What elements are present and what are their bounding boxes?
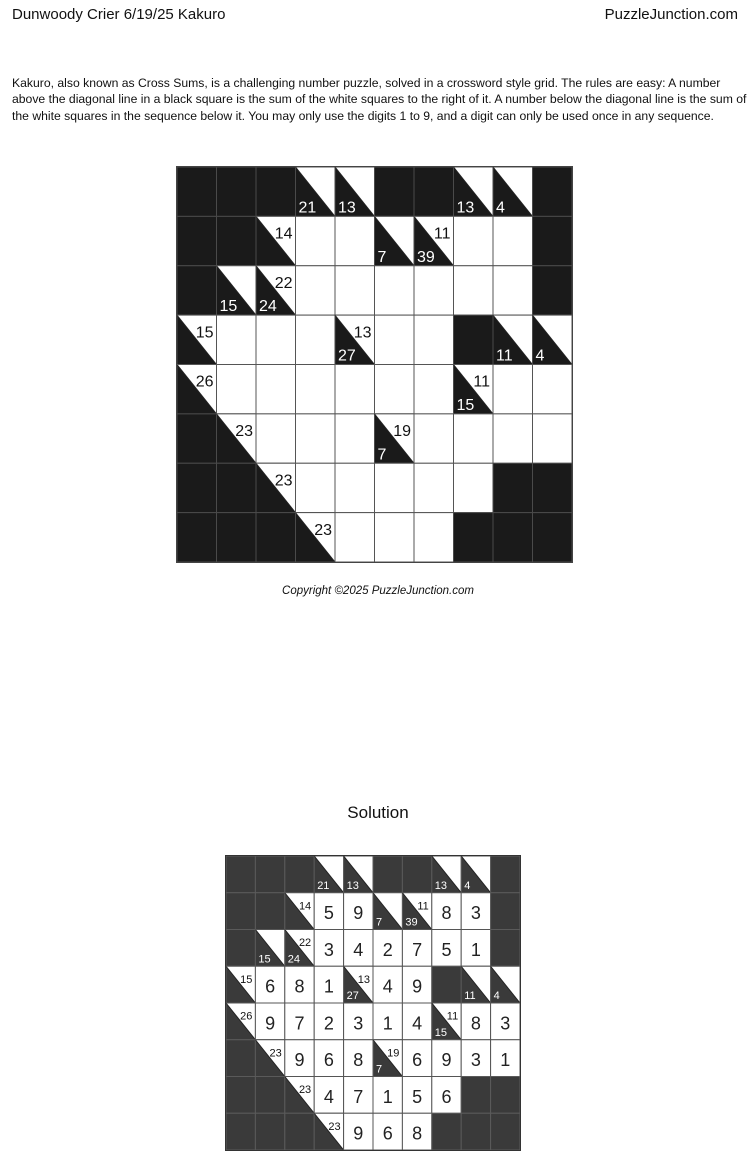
white-cell[interactable] [454,216,494,265]
clue-across-sum: 15 [195,324,214,342]
white-cell[interactable] [296,315,336,364]
black-cell [533,513,573,562]
clue-cell [285,893,314,930]
clue-cell [226,1003,255,1040]
black-cell [226,930,255,967]
white-cell[interactable] [335,513,375,562]
white-cell[interactable] [375,315,415,364]
black-cell [177,266,217,315]
white-cell[interactable] [217,315,257,364]
white-cell[interactable] [296,365,336,414]
white-cell[interactable] [454,266,494,315]
clue-cell [285,930,314,967]
solution-digit: 6 [323,1050,334,1071]
white-cell[interactable] [414,513,454,562]
solution-digit: 1 [382,1086,393,1107]
solution-digit: 3 [470,1050,481,1071]
black-cell [491,930,520,967]
clue-down-sum: 15 [434,1026,448,1039]
white-cell [314,1003,343,1040]
clue-down-sum: 13 [456,199,475,217]
black-cell [493,513,533,562]
black-cell [177,513,217,562]
white-cell [461,930,490,967]
clue-across-sum: 23 [314,521,332,539]
header-title: Dunwoody Crier 6/19/25 Kakuro [12,6,226,23]
solution-digit: 4 [382,976,393,997]
clue-across-sum: 23 [328,1120,341,1133]
clue-cell [402,893,431,930]
clue-across-sum: 11 [417,900,429,913]
clue-cell [432,1003,461,1040]
solution-digit: 8 [353,1050,364,1071]
black-cell [255,1113,284,1150]
clue-down-sum: 24 [287,953,301,966]
black-cell [226,1040,255,1077]
clue-cell [256,266,296,315]
white-cell [402,1077,431,1114]
clue-across-sum: 11 [446,1010,459,1023]
clue-cell [255,1040,284,1077]
clue-cell [454,365,494,414]
black-cell [432,1113,461,1150]
clue-cell [226,966,255,1003]
solution-digit: 8 [441,903,452,924]
clue-cell [255,930,284,967]
solution-digit: 3 [500,1013,511,1034]
white-cell[interactable] [454,463,494,512]
solution-digit: 8 [294,976,305,997]
solution-digit: 7 [294,1013,305,1034]
black-cell [491,856,520,893]
black-cell [226,1113,255,1150]
black-cell [491,1113,520,1150]
black-cell [414,167,454,216]
white-cell [344,930,373,967]
black-cell [375,167,415,216]
clue-down-sum: 13 [338,199,356,217]
clue-across-sum: 13 [357,973,370,986]
solution-digit: 4 [412,1013,423,1034]
clue-cell [296,513,336,562]
copyright-text: Copyright ©2025 PuzzleJunction.com [282,585,474,597]
white-cell[interactable] [375,266,415,315]
solution-digit: 8 [470,1013,481,1034]
white-cell[interactable] [256,414,296,463]
white-cell [402,966,431,1003]
clue-down-sum: 13 [346,879,359,892]
black-cell [454,315,494,364]
clue-down-sum: 27 [346,990,359,1002]
clue-cell [177,315,217,364]
clue-cell [217,266,257,315]
white-cell [314,930,343,967]
white-cell [461,893,490,930]
solution-digit: 6 [265,976,276,997]
clue-down-sum: 21 [298,199,317,217]
white-cell [373,1113,402,1150]
clue-down-sum: 7 [377,248,387,266]
solution-digit: 3 [470,903,481,924]
solution-digit: 9 [353,903,364,924]
white-cell[interactable] [414,315,454,364]
black-cell [491,1077,520,1114]
clue-cell [432,856,461,893]
clue-across-sum: 26 [240,1010,253,1023]
white-cell [285,966,314,1003]
clue-cell [493,167,533,216]
white-cell [461,1040,490,1077]
clue-down-sum: 21 [317,879,330,892]
white-cell [402,1113,431,1150]
black-cell [454,513,494,562]
clue-down-sum: 4 [535,347,545,365]
black-cell [432,966,461,1003]
black-cell [373,856,402,893]
clue-cell [344,966,373,1003]
clue-cell [285,1077,314,1114]
white-cell[interactable] [454,414,494,463]
white-cell[interactable] [493,414,533,463]
white-cell [314,966,343,1003]
black-cell [177,463,217,512]
solution-digit: 6 [412,1050,423,1071]
solution-digit: 7 [353,1086,364,1107]
white-cell [432,1077,461,1114]
solution-digit: 5 [323,903,334,924]
white-cell[interactable] [375,365,415,414]
clue-cell [373,1040,402,1077]
black-cell [226,893,255,930]
clue-down-sum: 13 [434,879,448,892]
clue-cell [335,167,375,216]
white-cell [285,1040,314,1077]
clue-down-sum: 4 [496,199,505,217]
clue-down-sum: 15 [258,953,271,966]
black-cell [217,513,257,562]
white-cell[interactable] [375,513,415,562]
solution-digit: 8 [412,1123,423,1144]
black-cell [285,1113,314,1150]
clue-across-sum: 19 [387,1047,400,1060]
solution-digit: 3 [353,1013,364,1034]
black-cell [255,1077,284,1114]
white-cell [373,966,402,1003]
white-cell [432,893,461,930]
solution-digit: 9 [265,1013,276,1034]
clue-down-sum: 15 [456,396,475,414]
black-cell [285,856,314,893]
clue-cell [296,167,336,216]
white-cell [344,1040,373,1077]
white-cell [314,1040,343,1077]
solution-digit: 2 [323,1013,334,1034]
white-cell[interactable] [375,463,415,512]
black-cell [461,1113,490,1150]
solution-digit: 9 [441,1050,452,1071]
white-cell [461,1003,490,1040]
white-cell[interactable] [493,216,533,265]
white-cell [344,893,373,930]
white-cell [314,893,343,930]
solution-digit: 9 [412,976,423,997]
clue-across-sum: 11 [473,373,490,391]
white-cell [344,1003,373,1040]
white-cell[interactable] [335,266,375,315]
white-cell[interactable] [296,414,336,463]
clue-down-sum: 39 [405,916,418,929]
white-cell [373,1077,402,1114]
solution-digit: 2 [382,939,393,960]
clue-down-sum: 39 [417,248,435,266]
white-cell[interactable] [414,414,454,463]
clue-cell [373,893,402,930]
clue-cell [375,216,415,265]
clue-across-sum: 23 [298,1084,312,1097]
black-cell [256,167,296,216]
black-cell [177,167,217,216]
black-cell [255,856,284,893]
clue-cell [256,216,296,265]
white-cell[interactable] [493,365,533,414]
solution-digit: 1 [500,1050,511,1071]
white-cell[interactable] [335,414,375,463]
clue-cell [335,315,375,364]
clue-down-sum: 11 [496,347,513,365]
solution-digit: 1 [323,976,334,997]
clue-cell [461,856,490,893]
header-site: PuzzleJunction.com [604,6,738,23]
white-cell[interactable] [217,365,257,414]
black-cell [255,893,284,930]
white-cell[interactable] [296,463,336,512]
white-cell [285,1003,314,1040]
white-cell [432,930,461,967]
white-cell [255,966,284,1003]
solution-grid-svg [226,856,520,1150]
clue-cell [491,966,520,1003]
white-cell [255,1003,284,1040]
solution-digit: 4 [323,1086,334,1107]
black-cell [226,1077,255,1114]
clue-cell [414,216,454,265]
clue-down-sum: 24 [259,298,277,316]
clue-cell [493,315,533,364]
white-cell [402,1040,431,1077]
clue-down-sum: 11 [464,990,476,1002]
clue-cell [217,414,257,463]
clue-across-sum: 19 [393,423,411,441]
black-cell [491,893,520,930]
black-cell [256,513,296,562]
black-cell [461,1077,490,1114]
clue-down-sum: 4 [464,879,471,892]
clue-across-sum: 14 [298,900,312,913]
solution-digit: 7 [412,939,423,960]
white-cell[interactable] [335,463,375,512]
clue-cell [344,856,373,893]
clue-across-sum: 22 [274,274,293,292]
clue-across-sum: 23 [274,472,293,490]
solution-digit: 6 [382,1123,393,1144]
black-cell [217,216,257,265]
clue-across-sum: 26 [195,373,214,391]
clue-cell [314,856,343,893]
puzzle-grid-svg [177,167,572,562]
clue-down-sum: 7 [376,1063,383,1076]
solution-digit: 5 [412,1086,423,1107]
solution-digit: 5 [441,939,452,960]
white-cell [402,930,431,967]
white-cell[interactable] [533,365,573,414]
black-cell [533,167,573,216]
white-cell[interactable] [296,216,336,265]
clue-down-sum: 7 [376,916,383,929]
white-cell[interactable] [256,365,296,414]
clue-cell [454,167,494,216]
solution-title: Solution [347,803,409,822]
white-cell [373,1003,402,1040]
white-cell [314,1077,343,1114]
clue-cell [256,463,296,512]
white-cell[interactable] [335,365,375,414]
black-cell [533,463,573,512]
black-cell [533,266,573,315]
white-cell [432,1040,461,1077]
white-cell[interactable] [533,414,573,463]
white-cell[interactable] [414,365,454,414]
white-cell [491,1040,520,1077]
white-cell[interactable] [414,463,454,512]
white-cell[interactable] [256,315,296,364]
white-cell [402,1003,431,1040]
clue-across-sum: 23 [235,423,253,441]
instructions-text: Kakuro, also known as Cross Sums, is a challenging number puzzle, solved in a crossword style grid. The rules are easy: A number above the diagonal line in a black square is the sum of the white squares to the right of it. A number below the diagonal line is the sum of the white squares in the sequence below it. You may only use the digits 1 to 9, and a digit can only be used once in any sequence. [12,76,747,123]
solution-digit: 3 [323,939,334,960]
clue-cell [533,315,573,364]
white-cell[interactable] [296,266,336,315]
clue-across-sum: 23 [269,1047,282,1060]
puzzle-grid[interactable] [176,166,573,563]
clue-down-sum: 7 [377,446,387,464]
black-cell [217,463,257,512]
black-cell [493,463,533,512]
clue-down-sum: 27 [338,347,356,365]
white-cell [344,1077,373,1114]
black-cell [217,167,257,216]
black-cell [402,856,431,893]
clue-across-sum: 14 [274,225,293,243]
clue-cell [375,414,415,463]
solution-digit: 9 [353,1123,364,1144]
clue-cell [461,966,490,1003]
white-cell[interactable] [335,216,375,265]
black-cell [226,856,255,893]
black-cell [177,414,217,463]
solution-digit: 4 [353,939,364,960]
clue-cell [177,365,217,414]
clue-across-sum: 11 [433,225,451,243]
solution-digit: 1 [470,939,481,960]
clue-cell [314,1113,343,1150]
clue-down-sum: 4 [493,990,500,1002]
solution-digit: 9 [294,1050,305,1071]
black-cell [533,216,573,265]
white-cell [344,1113,373,1150]
clue-across-sum: 15 [240,973,253,986]
white-cell [491,1003,520,1040]
clue-across-sum: 13 [353,324,372,342]
clue-across-sum: 22 [298,937,312,950]
solution-digit: 6 [441,1086,452,1107]
solution-digit: 1 [382,1013,393,1034]
black-cell [177,216,217,265]
white-cell[interactable] [493,266,533,315]
white-cell [373,930,402,967]
white-cell[interactable] [414,266,454,315]
solution-grid [225,855,521,1151]
clue-down-sum: 15 [219,298,238,316]
